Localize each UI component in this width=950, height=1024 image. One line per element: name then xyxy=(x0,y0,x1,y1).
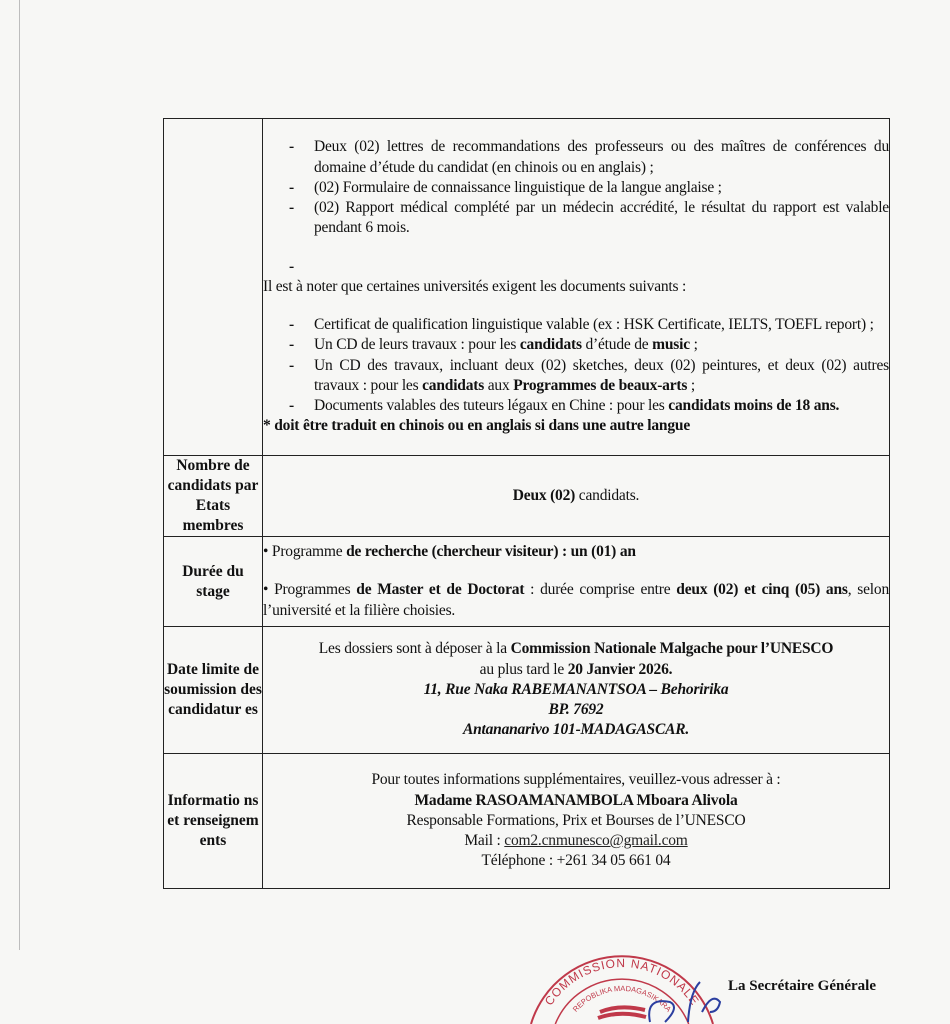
list-item xyxy=(263,356,889,397)
paragraph xyxy=(263,720,889,740)
bold-text: 20 Janvier 2026. xyxy=(567,660,673,678)
row-header: Date limite de soumission des candidatur es xyxy=(164,627,263,754)
list-item xyxy=(263,137,889,178)
text: , selon l’université et la filière choisies. xyxy=(263,581,889,619)
row-content xyxy=(263,627,890,754)
text: Un CD des travaux, incluant deux (02) sketches, deux (02) peintures, et deux (02) autres travaux : pour les xyxy=(314,356,889,394)
paragraph xyxy=(263,277,889,297)
paragraph xyxy=(263,831,889,851)
scholarship-info-table xyxy=(163,118,890,889)
bold-text: candidats xyxy=(519,336,582,354)
text: Téléphone : +261 34 05 661 04 xyxy=(481,852,671,870)
text: (02) Rapport médical complété par un médecin accrédité, le résultat du rapport est valable pendant 6 mois. xyxy=(314,199,889,237)
bold-text: de recherche (chercheur visiteur) : un (01) an xyxy=(346,543,636,561)
table-row xyxy=(164,456,890,537)
text: Un CD de leurs travaux : pour les xyxy=(314,336,520,354)
paragraph xyxy=(263,416,889,436)
text: Documents valables des tuteurs légaux en Chine : pour les xyxy=(314,397,669,415)
table-row xyxy=(164,627,890,754)
row-header xyxy=(164,119,263,456)
official-stamp xyxy=(520,948,730,1024)
table-row xyxy=(164,537,890,627)
paragraph xyxy=(263,639,889,659)
email-link[interactable]: com2.cnmunesco@gmail.com xyxy=(504,832,688,850)
bold-text: Deux (02) xyxy=(512,486,576,504)
text: • Programme xyxy=(263,543,347,561)
text: Il est à noter que certaines universités exigent les documents suivants : xyxy=(263,277,687,295)
text: Mail : xyxy=(464,832,505,850)
text: Deux (02) lettres de recommandations des professeurs ou des maîtres de conférences du domaine d’étude du candidat (en chinois ou en anglais) ; xyxy=(314,138,889,176)
spacer xyxy=(263,239,889,257)
bold-text: music xyxy=(652,336,690,354)
stamp-emblem xyxy=(598,1007,646,1018)
paragraph xyxy=(263,486,889,506)
text: au plus tard le xyxy=(479,660,568,678)
paragraph xyxy=(263,580,889,621)
paragraph xyxy=(263,700,889,720)
text: Pour toutes informations supplémentaires, veuillez-vous adresser à : xyxy=(371,771,781,789)
text: • Programmes xyxy=(263,581,357,599)
paragraph xyxy=(263,791,889,811)
bold-text: Commission Nationale Malgache pour l’UNESCO xyxy=(510,640,834,658)
text: d’étude de xyxy=(581,336,653,354)
text: ; xyxy=(687,376,696,394)
stamp-inner-text: REPOBLIKA MADAGASIKARA xyxy=(570,983,674,1014)
table-row xyxy=(164,754,890,889)
bold-text: candidats xyxy=(422,376,485,394)
list-item xyxy=(263,335,889,355)
stamp-outer-text: COMMISSION NATIONALE xyxy=(541,956,703,1009)
row-header: Informatio ns et renseignem ents xyxy=(164,754,263,889)
row-content xyxy=(263,537,890,627)
spacer xyxy=(263,562,889,580)
list-item xyxy=(263,198,889,239)
row-content xyxy=(263,456,890,537)
text: ; xyxy=(689,336,698,354)
table-row xyxy=(164,119,890,456)
paragraph xyxy=(263,770,889,790)
bold-text: * doit être traduit en chinois ou en anglais si dans une autre langue xyxy=(263,417,691,435)
row-content xyxy=(263,119,890,456)
text: BP. 7692 xyxy=(548,701,604,719)
row-content xyxy=(263,754,890,889)
paragraph xyxy=(263,680,889,700)
text: Responsable Formations, Prix et Bourses de l’UNESCO xyxy=(406,811,746,829)
paragraph xyxy=(263,660,889,680)
list-item xyxy=(263,315,889,335)
empty-list-item xyxy=(263,257,889,277)
signatory-title: La Secrétaire Générale xyxy=(728,978,876,994)
list-item xyxy=(263,396,889,416)
text: candidats. xyxy=(575,486,640,504)
text: Antananarivo 101-MADAGASCAR. xyxy=(462,721,690,739)
list-item xyxy=(263,178,889,198)
text: Les dossiers sont à déposer à la xyxy=(318,640,511,658)
bold-text: Programmes de beaux-arts xyxy=(513,376,688,394)
scan-edge-line xyxy=(19,0,20,950)
paragraph xyxy=(263,851,889,871)
bold-text: candidats moins de 18 ans. xyxy=(668,397,840,415)
spacer xyxy=(263,297,889,315)
text: 11, Rue Naka RABEMANANTSOA – Behoririka xyxy=(423,680,729,698)
text: aux xyxy=(484,376,514,394)
bold-text: Madame RASOAMANAMBOLA Mboara Alivola xyxy=(414,791,738,809)
row-header: Nombre de candidats par Etats membres xyxy=(164,456,263,537)
paragraph xyxy=(263,811,889,831)
bold-text: deux (02) et cinq (05) ans xyxy=(676,581,848,599)
bold-text: de Master et de Doctorat xyxy=(356,581,525,599)
text: (02) Formulaire de connaissance linguistique de la langue anglaise ; xyxy=(314,178,722,196)
row-header: Durée du stage xyxy=(164,537,263,627)
paragraph xyxy=(263,542,889,562)
text: Certificat de qualification linguistique valable (ex : HSK Certificate, IELTS, TOEFL report) ; xyxy=(314,316,874,333)
text: : durée comprise entre xyxy=(524,581,677,599)
